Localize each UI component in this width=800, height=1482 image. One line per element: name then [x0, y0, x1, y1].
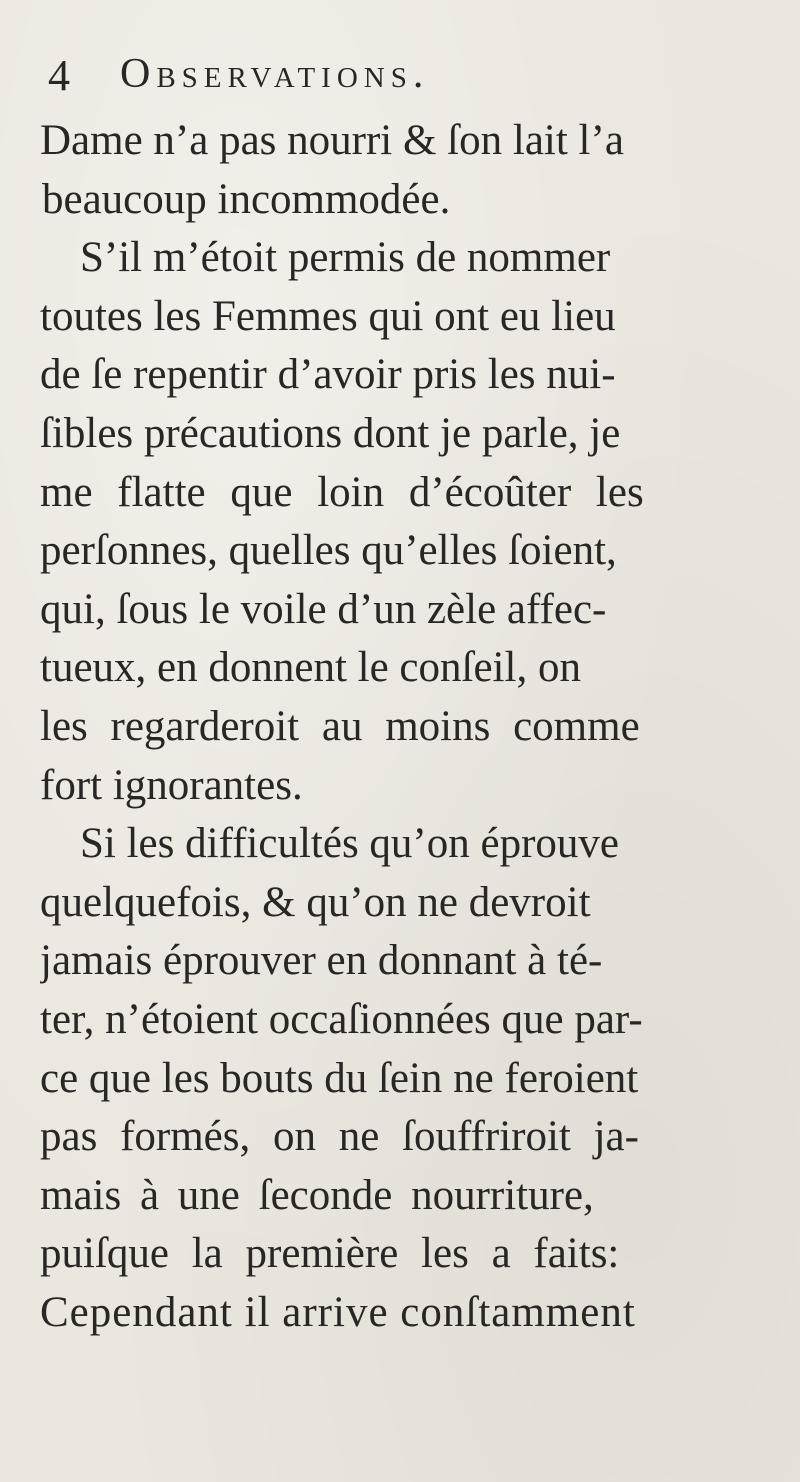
text-line: qui, ſous le voile d’un zèle affec-: [40, 585, 607, 633]
text-line: ter, n’étoient occaſionnées que par-: [40, 995, 643, 1043]
running-head: Observations.: [120, 51, 430, 97]
text-line: perſonnes, quelles qu’elles ſoient,: [40, 527, 617, 575]
text-line: toutes les Femmes qui ont eu lieu: [40, 292, 616, 340]
text-line: pas formés, on ne ſouffriroit ja-: [40, 1113, 639, 1161]
text-line: beaucoup incommodée.: [42, 175, 451, 223]
text-line: jamais éprouver en donnant à té-: [40, 937, 603, 985]
text-line: tueux, en donnent le conſeil, on: [40, 644, 581, 692]
text-line: les regarderoit au moins comme: [40, 702, 640, 750]
text-line: Dame n’a pas nourri & ſon lait l’a: [40, 117, 624, 164]
text-line: quelquefois, & qu’on ne devroit: [40, 878, 591, 926]
page-number: 4: [48, 51, 70, 100]
body-text: [40, 112, 780, 1342]
text-line: S’il m’étoit permis de nommer: [80, 234, 611, 282]
text-line: me flatte que loin d’écoûter les: [40, 468, 644, 516]
page-header: [40, 48, 760, 100]
text-line: Si les difficultés qu’on éprouve: [80, 820, 619, 868]
text-line: fort ignorantes.: [40, 761, 303, 809]
text-line: de ſe repentir d’avoir pris les nui-: [40, 351, 616, 399]
text-line: ce que les bouts du ſein ne feroient: [40, 1054, 639, 1102]
text-line: ſibles précautions dont je parle, je: [40, 409, 621, 457]
text-line: Cependant il arrive conſtamment: [40, 1288, 636, 1336]
text-line: mais à une ſeconde nourriture,: [40, 1171, 594, 1219]
text-line: puiſque la première les a faits:: [40, 1230, 620, 1278]
